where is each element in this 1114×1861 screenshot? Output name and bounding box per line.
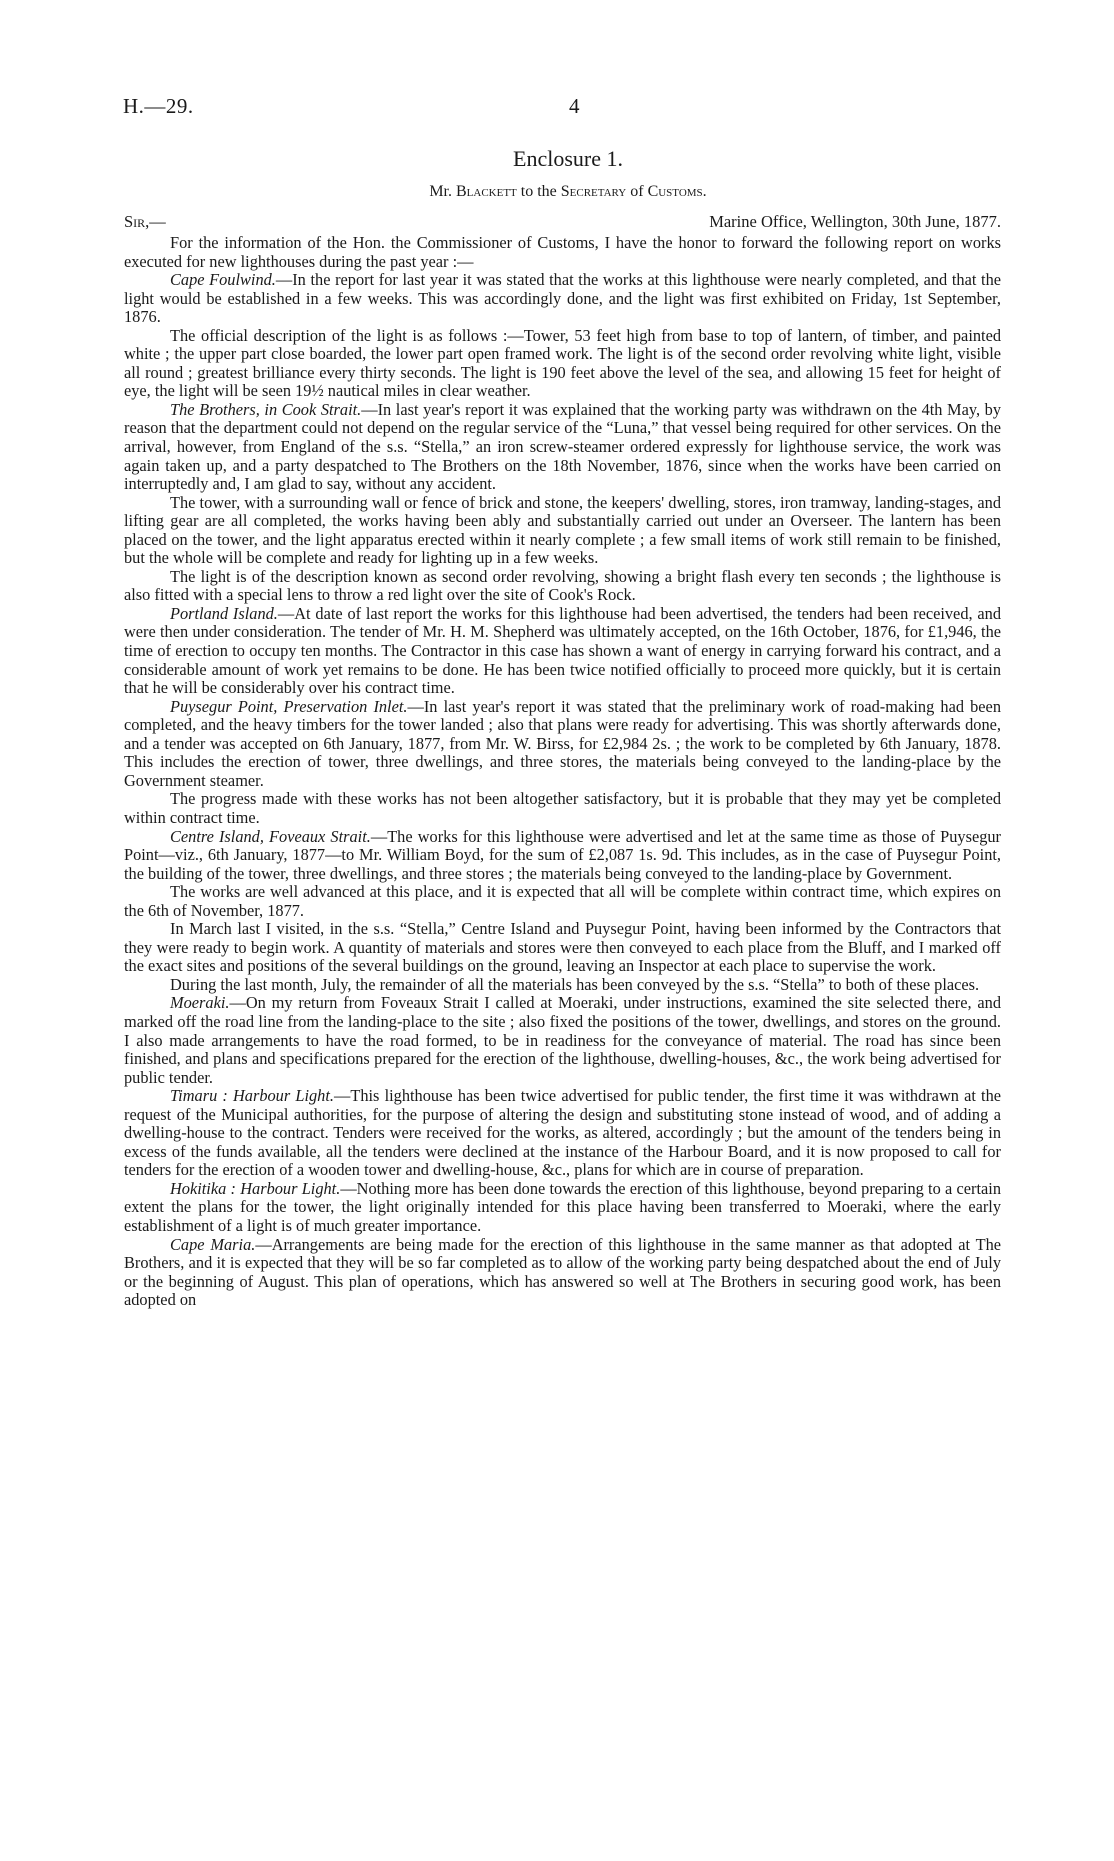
paragraph xyxy=(124,920,1001,976)
paragraph-text: In March last I visited, in the s.s. “Stella,” Centre Island and Puysegur Point, having been informed by the Contractors that they were ready to begin work. A quantity of materials and stores were then conveyed to each place from the Bluff, and I marked off the exact sites and positions of the several buildings on the ground, leaving an Inspector at each place to supervise the work. xyxy=(124,919,1001,976)
paragraph-text: —In last year's report it was stated that the preliminary work of road-making had been completed, and the heavy timbers for the tower landed ; also that plans were ready for advertising. This was shortly afterwards done, and a tender was accepted on 6th January, 1877, from Mr. W. Birss, for £2,984 2s. ; the work to be completed by 6th January, 1878. This includes the erection of tower, three dwellings, and three stores, the materials being conveyed to the landing-place by the Government steamer. xyxy=(124,696,1001,790)
paragraph-text: The light is of the description known as second order revolving, showing a bright flash every ten seconds ; the lighthouse is also fitted with a special lens to throw a red light over the site of Cook's Rock. xyxy=(124,566,1001,605)
heading-from-name: Blackett xyxy=(455,183,517,200)
document-reference: H.—29. xyxy=(123,94,194,118)
paragraph-text: —The works for this lighthouse were advertised and let at the same time as those of Puysegur Point—viz., 6th January, 1877—to Mr. William Boyd, for the sum of £2,087 1s. 9d. This includes, as in the case of Puysegur Point, the building of the tower, three dwellings, and three stores ; the materials being conveyed to the landing-place by Government. xyxy=(124,826,1001,883)
page-number: 4 xyxy=(569,94,580,118)
paragraph-text: During the last month, July, the remainder of all the materials has been conveyed by the s.s. “Stella” to both of these places. xyxy=(170,974,980,994)
salutation: Sir,— xyxy=(124,212,166,231)
paragraph-text: —On my return from Foveaux Strait I called at Moeraki, under instructions, examined the site selected there, and marked off the road line from the landing-place to the site ; also fixed the positions of the tower, dwellings, and stores on the ground. I also made arrangements to have the road formed, to be in readiness for the conveyance of material. The road has since been finished, and plans and specifications prepared for the erection of the lighthouse, dwelling-houses, &c., the work being advertised for public tender. xyxy=(124,993,1001,1087)
letter-heading xyxy=(0,183,1114,201)
paragraph xyxy=(124,883,1001,920)
heading-from-prefix: Mr. xyxy=(429,183,452,200)
heading-to-title: Secretary xyxy=(560,183,627,200)
enclosure-title: Enclosure 1. xyxy=(513,146,623,171)
paragraph xyxy=(124,568,1001,605)
paragraph xyxy=(124,976,1001,995)
paragraph-text: For the information of the Hon. the Commissioner of Customs, I have the honor to forward the following report on works executed for new lighthouses during the past year :— xyxy=(124,233,1001,271)
paragraph-heading: Hokitika : Harbour Light. xyxy=(170,1178,341,1198)
paragraph-text: —Arrangements are being made for the erection of this lighthouse in the same manner as that adopted at The Brothers, and it is expected that they will be so far completed as to allow of the working party being despatched about the end of July or the beginning of August. This plan of operations, which has answered so well at The Brothers in securing good work, has been adopted on xyxy=(124,1234,1002,1310)
place-date: Marine Office, Wellington, 30th June, 1877. xyxy=(709,212,1001,231)
paragraph-heading: Cape Maria. xyxy=(170,1234,256,1254)
paragraph xyxy=(124,401,1001,494)
paragraph-text: —This lighthouse has been twice advertised for public tender, the first time it was withdrawn at the request of the Municipal authorities, for the purpose of altering the design and substituting stone instead of wood, and of adding a dwelling-house to the contract. Tenders were received for the works, as altered, accordingly ; but the amount of the tenders being in excess of the funds available, all the tenders were declined at the instance of the Harbour Board, and it is now proposed to call for tenders for the erection of a wooden tower and dwelling-house, &c., plans for which are in course of preparation. xyxy=(124,1086,1002,1180)
paragraph xyxy=(124,605,1001,698)
paragraph-text: The works are well advanced at this place, and it is expected that all will be complete within contract time, which expires on the 6th of November, 1877. xyxy=(124,882,1001,920)
paragraph xyxy=(124,698,1001,791)
heading-connector: to the xyxy=(520,183,557,200)
letter-body xyxy=(124,234,1001,1310)
heading-of: of xyxy=(630,183,644,200)
paragraph xyxy=(124,271,1001,327)
paragraph-text: —In the report for last year it was stated that the works at this lighthouse were nearly completed, and that the light would be established in a few weeks. This was accordingly done, and the light was first exhibited on Friday, 1st September, 1876. xyxy=(124,270,1001,327)
paragraph-heading: Centre Island, Foveaux Strait. xyxy=(170,826,371,846)
paragraph-text: The progress made with these works has not been altogether satisfactory, but it is probable that they may yet be completed within contract time. xyxy=(124,789,1001,827)
paragraph-heading: Cape Foulwind. xyxy=(170,270,276,290)
paragraph-heading: Puysegur Point, Preservation Inlet. xyxy=(170,696,408,716)
paragraph xyxy=(124,1087,1001,1180)
paragraph xyxy=(124,1180,1001,1236)
heading-to-dept: Customs. xyxy=(647,183,707,200)
paragraph xyxy=(124,994,1001,1087)
paragraph-text: —Nothing more has been done towards the erection of this lighthouse, beyond preparing to a certain extent the plans for the tower, the light originally intended for this place having been transferred to Moeraki, where the early establishment of a light is of much greater importance. xyxy=(124,1178,1001,1235)
paragraph xyxy=(124,327,1001,401)
paragraph-heading: Moeraki. xyxy=(170,993,230,1013)
paragraph-heading: The Brothers, in Cook Strait. xyxy=(170,399,362,419)
paragraph xyxy=(124,1236,1001,1310)
paragraph-text: —In last year's report it was explained that the working party was withdrawn on the 4th May, by reason that the department could not depend on the regular service of the “Luna,” that vessel being required for other services. On the arrival, however, from England of the s.s. “Stella,” an iron screw-steamer ordered expressly for lighthouse service, the work was again taken up, and a party despatched to The Brothers on the 18th November, 1876, since when the works have been carried on interruptedly and, I am glad to say, without any accident. xyxy=(124,399,1001,494)
paragraph xyxy=(124,234,1001,271)
paragraph xyxy=(124,790,1001,827)
paragraph-text: The tower, with a surrounding wall or fence of brick and stone, the keepers' dwelling, stores, iron tramway, landing-stages, and lifting gear are all completed, the works having been ably and substantially carried out under an Overseer. The lantern has been placed on the tower, and the light apparatus erected within it nearly complete ; a few small items of work still remain to be finished, but the whole will be complete and ready for lighting up in a few weeks. xyxy=(124,492,1001,568)
paragraph xyxy=(124,828,1001,884)
paragraph-heading: Timaru : Harbour Light. xyxy=(170,1086,334,1106)
paragraph-heading: Portland Island. xyxy=(170,603,278,623)
paragraph-text: —At date of last report the works for this lighthouse had been advertised, the tenders had been received, and were then under consideration. The tender of Mr. H. M. Shepherd was ultimately accepted, on the 16th October, 1876, for £1,946, the time of erection to occupy ten months. The Contractor in this case has shown a want of energy in carrying forward his contract, and a considerable amount of work yet remains to be done. He has been twice notified officially to proceed more quickly, but it is certain that he will be considerably over his contract time. xyxy=(124,603,1001,698)
paragraph-text: The official description of the light is as follows :—Tower, 53 feet high from base to top of lantern, of timber, and painted white ; the upper part close boarded, the lower part open framed work. The light is of the second order revolving white light, visible all round ; greatest brilliance every thirty seconds. The light is 190 feet above the level of the sea, and allowing 15 feet for height of eye, the light will be seen 19½ nautical miles in clear weather. xyxy=(124,325,1001,401)
paragraph xyxy=(124,494,1001,568)
